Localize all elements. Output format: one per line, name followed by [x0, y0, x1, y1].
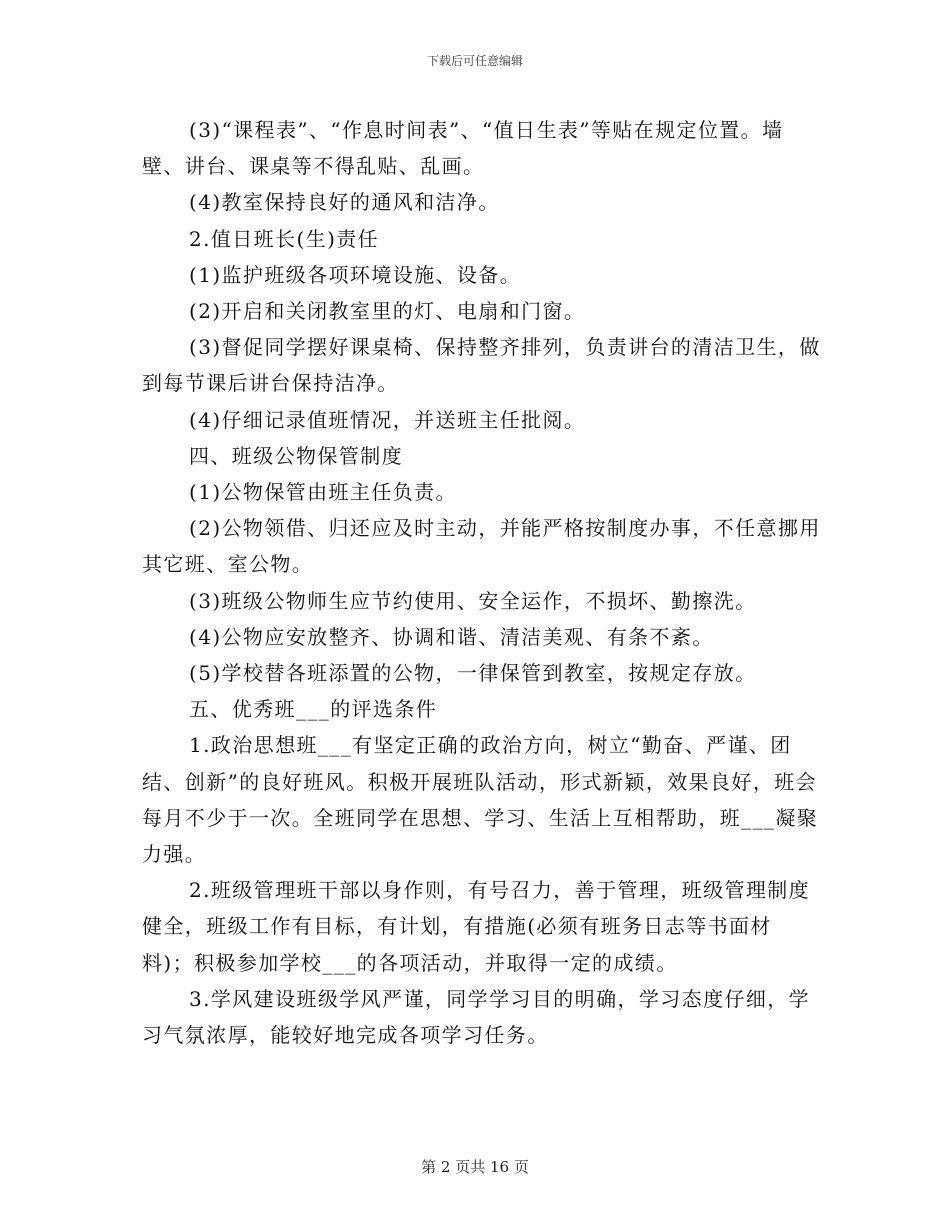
paragraph: (4)仔细记录值班情况，并送班主任批阅。: [189, 407, 586, 432]
page-footer: 第 2 页共 16 页: [421, 1158, 529, 1176]
paragraph: (3)班级公物师生应节约使用、安全运作，不损坏、勤擦洗。: [189, 588, 757, 613]
paragraph: (1)监护班级各项环境设施、设备。: [189, 262, 522, 287]
paragraph: (3)“课程表”、“作息时间表”、“值日生表”等贴在规定位置。墙壁、讲台、课桌等不得乱贴、乱画。: [142, 118, 784, 179]
section-heading: 五、优秀班___的评选条件: [189, 697, 438, 722]
paragraph: 2.班级管理班干部以身作则，有号召力，善于管理，班级管理制度健全，班级工作有目标，有计划，有措施(必须有班务日志等书面材料)；积极参加学校___的各项活动，并取得一定的成绩。: [142, 878, 811, 975]
paragraph: (2)公物领借、归还应及时主动，并能严格按制度办事，不任意挪用其它班、室公物。: [142, 516, 821, 577]
paragraph: (4)公物应安放整齐、协调和谐、清洁美观、有条不紊。: [189, 624, 714, 649]
paragraph: (1)公物保管由班主任负责。: [189, 480, 457, 505]
paragraph: (2)开启和关闭教室里的灯、电扇和门窗。: [189, 299, 586, 324]
paragraph: (3)督促同学摆好课桌椅、保持整齐排列，负责讲台的清洁卫生，做到每节课后讲台保持洁净。: [142, 335, 821, 396]
document-body: [142, 112, 822, 1053]
paragraph: (4)教室保持良好的通风和洁净。: [189, 190, 500, 215]
paragraph: (5)学校替各班添置的公物，一律保管到教室，按规定存放。: [189, 661, 757, 686]
section-heading: 2.值日班长(生)责任: [189, 226, 380, 251]
section-heading: 四、班级公物保管制度: [189, 443, 403, 468]
paragraph: 3.学风建设班级学风严谨，同学学习目的明确，学习态度仔细，学习气氛浓厚，能较好地完成各项学习任务。: [142, 986, 811, 1048]
page-header: 下载后可任意编辑: [426, 54, 523, 68]
paragraph: 1.政治思想班___有坚定正确的政治方向，树立“勤奋、严谨、团结、创新”的良好班风。积极开展班队活动，形式新颖，效果良好，班会每月不少于一次。全班同学在思想、学习、生活上互相帮助，班___凝聚力强。: [142, 733, 819, 867]
